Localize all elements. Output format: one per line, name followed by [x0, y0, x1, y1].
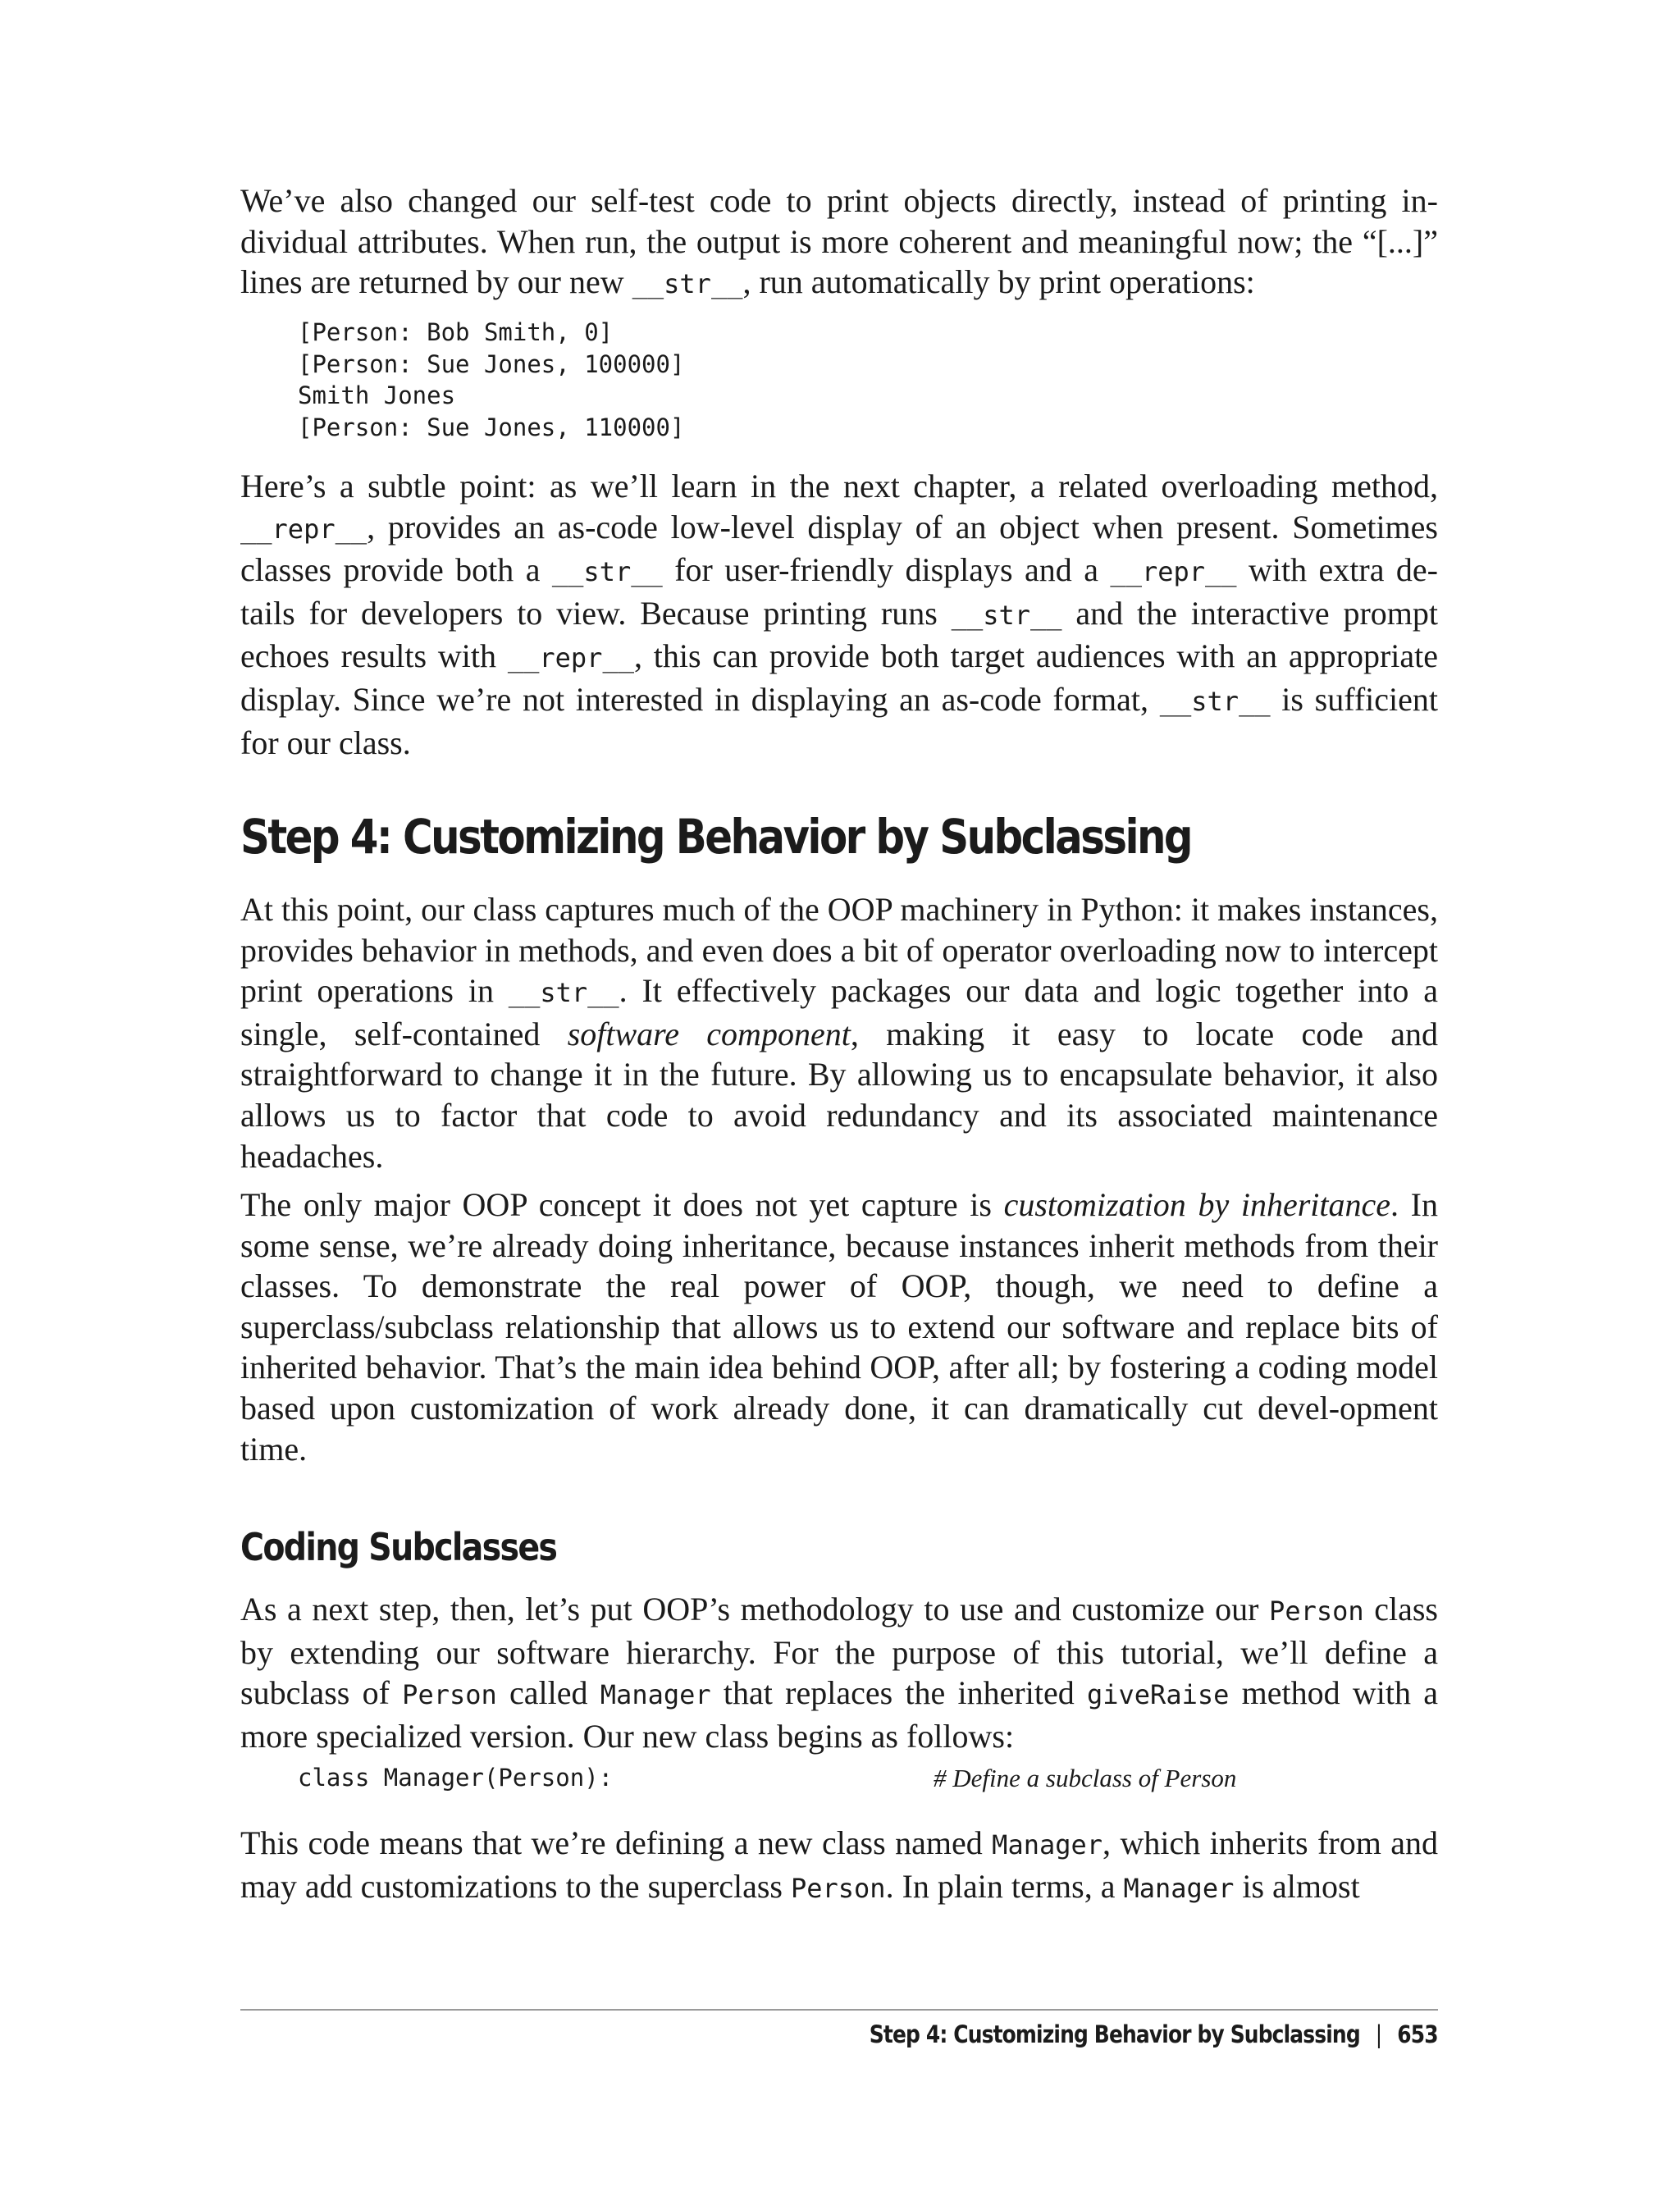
- inline-code: __repr__: [507, 642, 634, 674]
- subsection-heading: Coding Subclasses: [240, 1525, 557, 1569]
- page-number: 653: [1397, 2020, 1438, 2048]
- paragraph-repr: Here’s a subtle point: as we’ll learn in the next chapter, a related overloading method, __repr__, provides an as-code low-level display of an object when present. Sometimes classes provide both a __str__ for user-friendly displays and a __repr__ with extra de-tails for developers to view. Because printing runs __str__ and the interactive prompt echoes results with __repr__, this can provide both target audiences with an appropriate display. Since we’re not interested in displaying an as-code format, __str__ is sufficient for our class.: [240, 468, 1439, 761]
- section-heading: Step 4: Customizing Behavior by Subclassing: [240, 809, 1192, 865]
- running-title: Step 4: Customizing Behavior by Subclassing: [870, 2020, 1361, 2048]
- inline-code: Person: [790, 1872, 886, 1904]
- inline-code: __str__: [551, 556, 663, 588]
- paragraph-manager: This code means that we’re defining a new class named Manager, which inherits from and may add customizations to the superclass Person. In plain terms, a Manager is almost: [240, 1824, 1438, 1905]
- inline-code: __str__: [508, 977, 619, 1009]
- paragraph-coding-subclasses: As a next step, then, let’s put OOP’s methodology to use and customize our Person class by extending our software hierarchy. For the purpose of this tutorial, we’ll define a subclass of Person called Manager that replaces the inherited giveRaise method with a more specialized version. Our new class begins as follows:: [240, 1591, 1439, 1755]
- inline-code: __repr__: [240, 513, 368, 545]
- inline-code: Person: [402, 1679, 497, 1711]
- inline-code: __repr__: [1110, 556, 1237, 588]
- paragraph-self-test: We’ve also changed our self-test code to print objects directly, instead of printing in-dividual attributes. When run, the output is more coherent and meaningful now; the “[...]” lines are returned by our new __str__, run automatically by print operations:: [240, 182, 1438, 301]
- code-block-class-def: class Manager(Person): # Define a subclass of Person: [298, 1764, 1237, 1792]
- inline-code: giveRaise: [1086, 1679, 1230, 1711]
- inline-code: Person: [1269, 1596, 1364, 1627]
- paragraph-inheritance: The only major OOP concept it does not yet capture is customization by inheritance. In some sense, we’re already doing inheritance, because instances inherit methods from their classes. To demonstrate the real power of OOP, though, we need to define a superclass/subclass relationship that allows us to extend our software and replace bits of inherited behavior. That’s the main idea behind OOP, after all; by fostering a coding model based upon customization of work already done, it can dramatically cut devel-opment time.: [240, 1186, 1438, 1468]
- inline-code: Manager: [600, 1679, 711, 1711]
- inline-code: __str__: [951, 599, 1062, 631]
- code-comment: # Define a subclass of Person: [934, 1764, 1237, 1792]
- inline-code: Manager: [1123, 1872, 1235, 1904]
- footer-separator: |: [1376, 2020, 1382, 2048]
- inline-code: Manager: [992, 1829, 1103, 1860]
- footer-rule: [240, 2009, 1438, 2011]
- inline-code: __str__: [1159, 685, 1271, 717]
- code-block-output: [Person: Bob Smith, 0] [Person: Sue Jones, 100000] Smith Jones [Person: Sue Jones, 110000]: [298, 318, 685, 441]
- paragraph-oop-machinery: At this point, our class captures much of the OOP machinery in Python: it makes instances, provides behavior in methods, and even does a bit of operator overloading now to intercept print operations in __str__. It effectively packages our data and logic together into a single, self-contained software component, making it easy to locate code and straightforward to change it in the future. By allowing us to encapsulate behavior, it also allows us to factor that code to avoid redundancy and its associated maintenance headaches.: [240, 891, 1439, 1175]
- page-footer: [870, 2020, 1438, 2048]
- inline-code: __str__: [632, 268, 743, 300]
